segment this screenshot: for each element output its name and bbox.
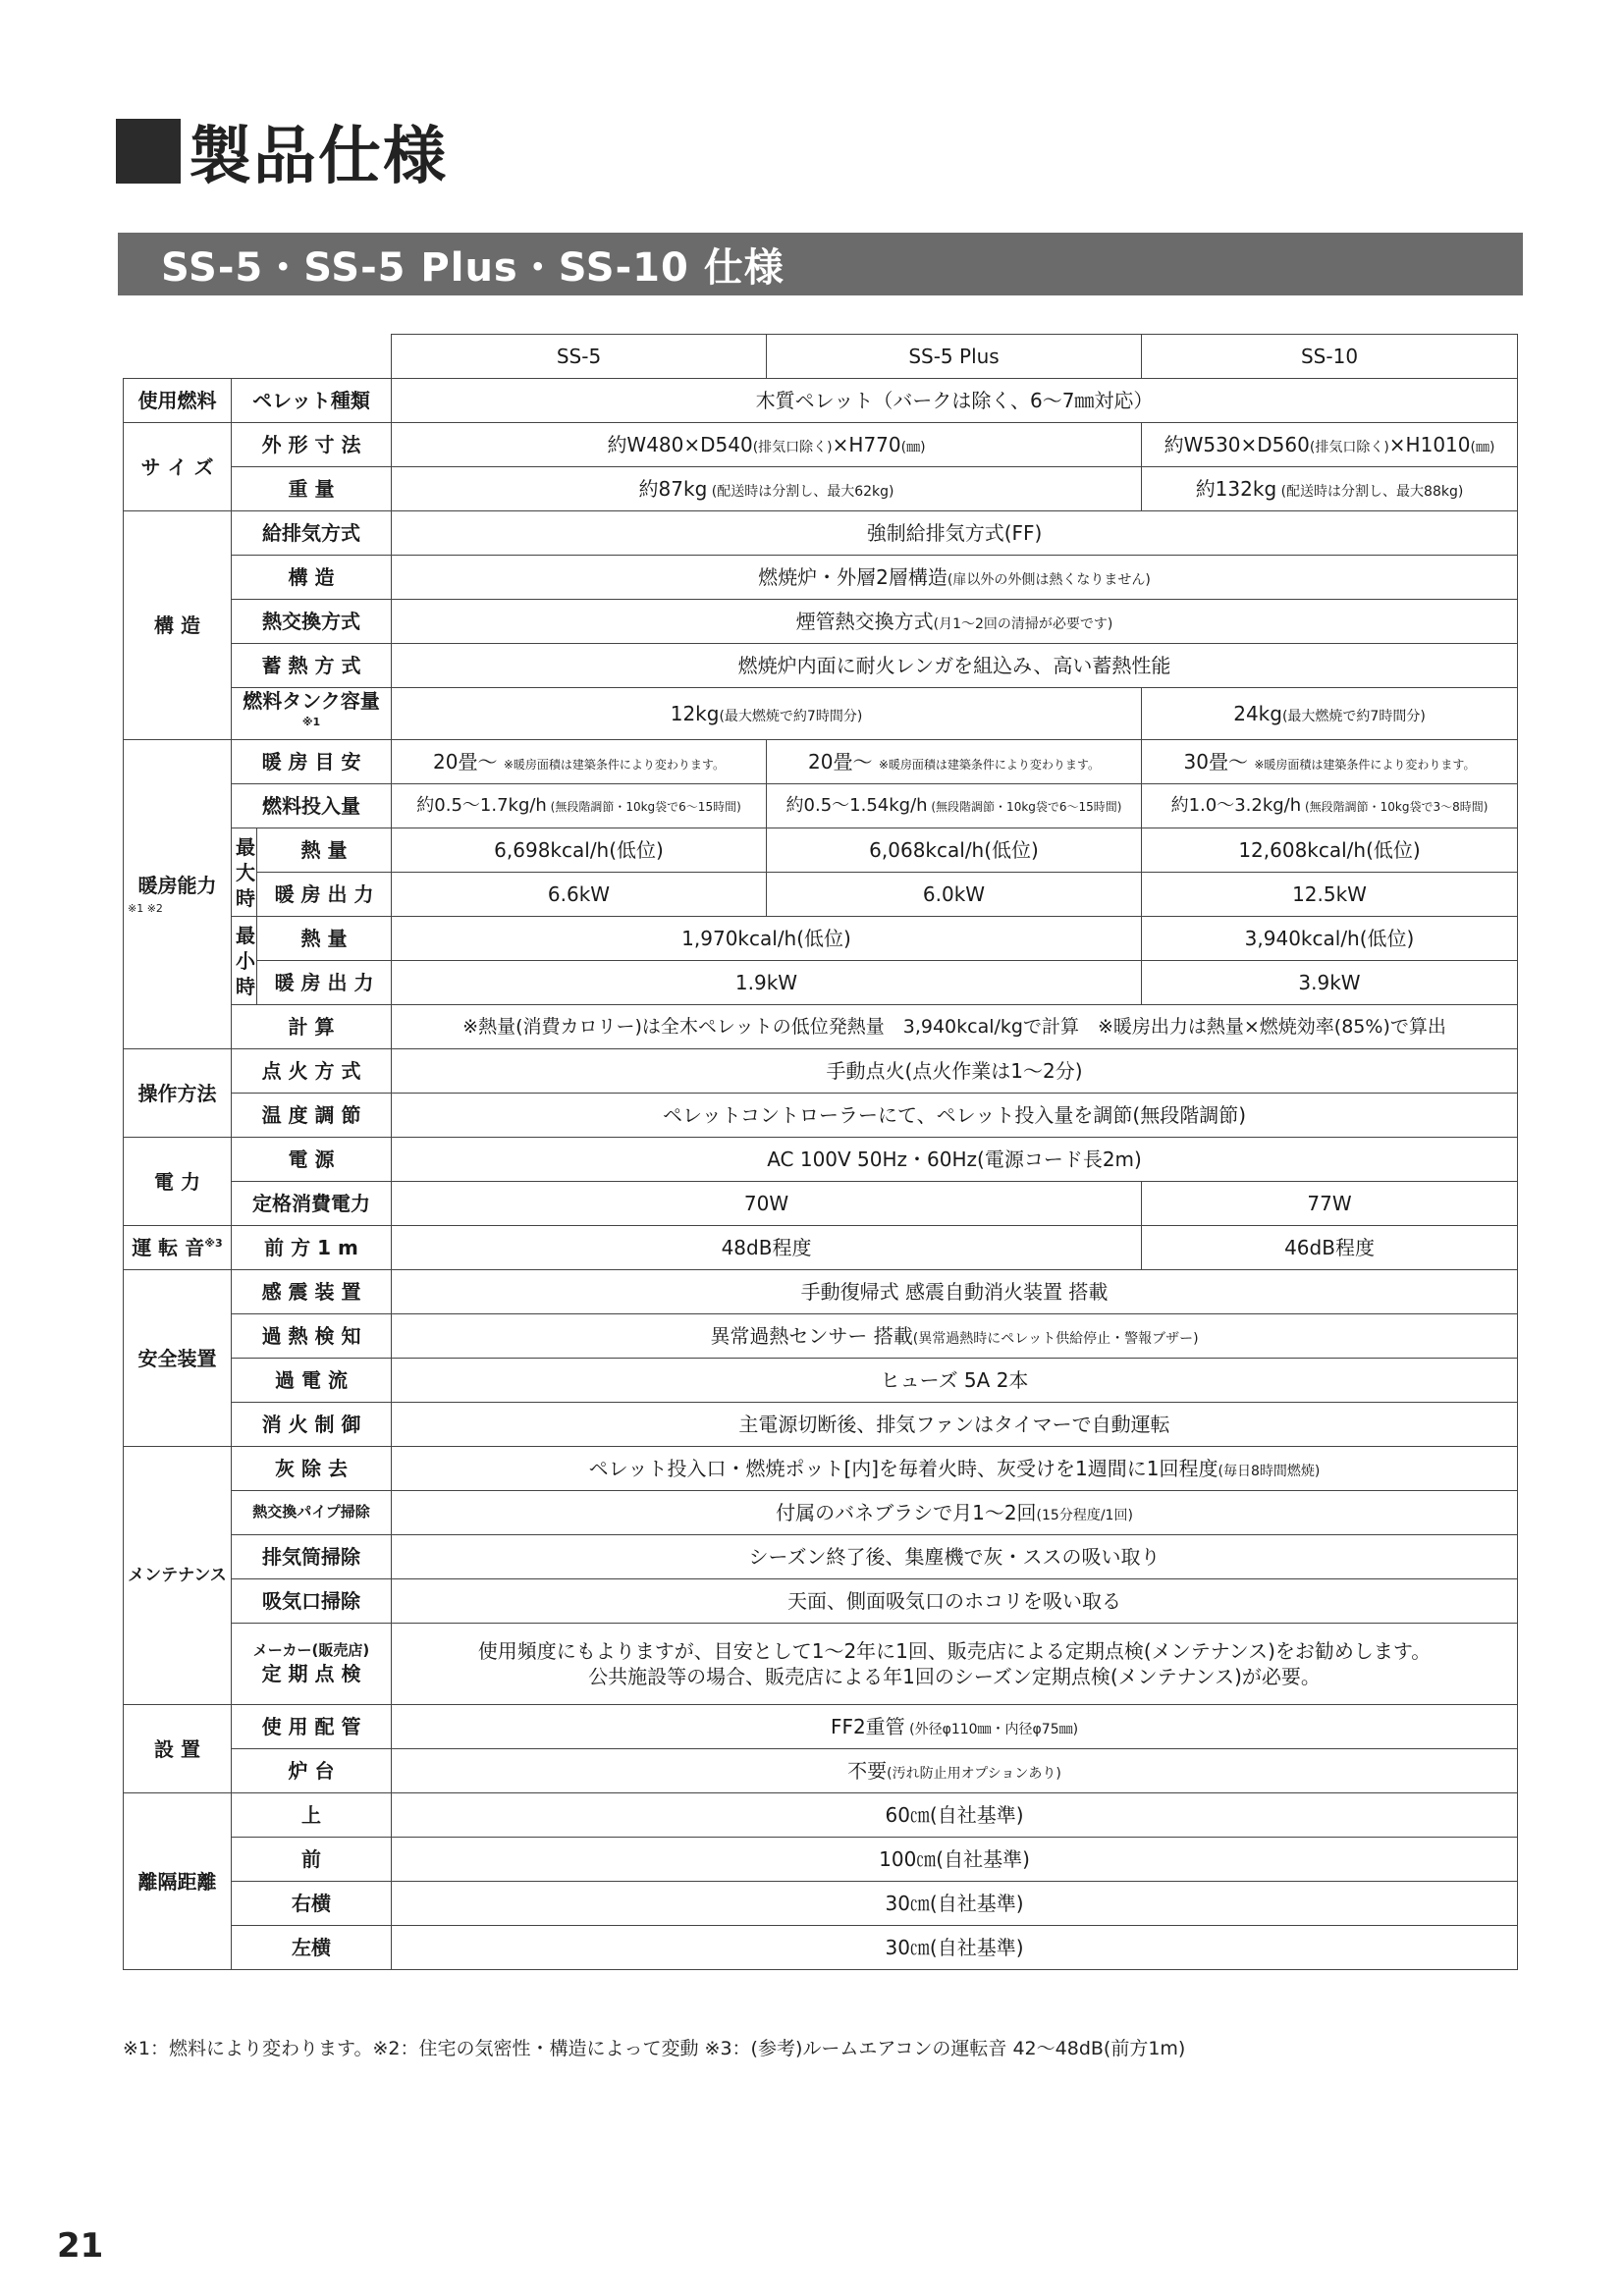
power-source-value: AC 100V 50Hz・60Hz(電源コード長2m) bbox=[392, 1138, 1518, 1182]
row-label-piping: 使 用 配 管 bbox=[232, 1705, 392, 1749]
fire-control-value: 主電源切断後、排気ファンはタイマーで自動運転 bbox=[392, 1403, 1518, 1447]
table-row bbox=[124, 1624, 1518, 1705]
row-label-pipe-cleaning: 熱交換パイプ掃除 bbox=[232, 1491, 392, 1535]
row-label-min-output: 暖 房 出 力 bbox=[257, 961, 392, 1005]
fuel-input-ss10-main: 約1.0〜3.2kg/h bbox=[1170, 795, 1302, 817]
row-label-rated-power: 定格消費電力 bbox=[232, 1182, 392, 1226]
max-output-ss5plus: 6.0kW bbox=[767, 873, 1142, 917]
inspection-label-line2: 定 期 点 検 bbox=[261, 1661, 361, 1685]
table-row bbox=[124, 467, 1518, 511]
max-time-label: 最大時 bbox=[232, 828, 257, 917]
category-noise bbox=[124, 1226, 232, 1270]
pellet-value: 木質ペレット（バークは除く、6〜7㎜対応） bbox=[392, 379, 1518, 423]
fuel-input-ss5plus bbox=[767, 784, 1142, 828]
rated-power-ss5: 70W bbox=[392, 1182, 1142, 1226]
overheat-note: (異常過熱時にペレット供給停止・警報ブザー) bbox=[912, 1331, 1199, 1347]
row-label-fuel-input: 燃料投入量 bbox=[232, 784, 392, 828]
piping-note: (外径φ110㎜・内径φ75㎜) bbox=[904, 1722, 1079, 1737]
dimensions-ss5 bbox=[392, 423, 1142, 467]
pipe-cleaning-note: (15分程度/1回) bbox=[1036, 1508, 1133, 1523]
category-power: 電 力 bbox=[124, 1138, 232, 1226]
structure-main: 燃焼炉・外層2層構造 bbox=[758, 565, 947, 589]
row-label-noise: 前 方 1 m bbox=[232, 1226, 392, 1270]
piping-main: FF2重管 bbox=[830, 1715, 905, 1738]
row-label-clearance-front: 前 bbox=[232, 1838, 392, 1882]
row-label-intake-cleaning: 吸気口掃除 bbox=[232, 1579, 392, 1624]
category-fuel: 使用燃料 bbox=[124, 379, 232, 423]
table-row bbox=[124, 688, 1518, 740]
table-row bbox=[124, 556, 1518, 600]
piping-value bbox=[392, 1705, 1518, 1749]
area-ss10 bbox=[1142, 740, 1518, 784]
row-label-heat-exchange: 熱交換方式 bbox=[232, 600, 392, 644]
row-label-temperature: 温 度 調 節 bbox=[232, 1094, 392, 1138]
title-square-icon bbox=[116, 119, 181, 184]
dimensions-ss10-tail: ×H1010 bbox=[1388, 433, 1471, 456]
area-ss10-note: ※暖房面積は建築条件により変わります。 bbox=[1254, 758, 1476, 772]
dimensions-ss5-tail: ×H770 bbox=[832, 433, 901, 456]
weight-ss10-main: 約132kg bbox=[1195, 477, 1277, 501]
footnote: ※1：燃料により変わります。※2：住宅の気密性・構造によって変動 ※3：(参考)ルームエアコンの運転音 42〜48dB(前方1m) bbox=[123, 2038, 1186, 2059]
area-ss5-note: ※暖房面積は建築条件により変わります。 bbox=[503, 758, 725, 772]
noise-ss5: 48dB程度 bbox=[392, 1226, 1142, 1270]
page-title bbox=[116, 110, 448, 192]
tank-ss5 bbox=[392, 688, 1142, 740]
dimensions-ss10-note: (排気口除く) bbox=[1309, 440, 1389, 455]
table-row bbox=[124, 1535, 1518, 1579]
row-label-heat-storage: 蓄 熱 方 式 bbox=[232, 644, 392, 688]
table-row bbox=[124, 961, 1518, 1005]
spec-table bbox=[123, 334, 1518, 1970]
heat-exchange-main: 煙管熱交換方式 bbox=[795, 610, 934, 633]
row-label-ash: 灰 除 去 bbox=[232, 1447, 392, 1491]
heat-exchange-value bbox=[392, 600, 1518, 644]
heating-cat-note: ※1 ※2 bbox=[128, 901, 163, 915]
clearance-top-value: 60㎝(自社基準) bbox=[392, 1793, 1518, 1838]
max-output-ss5: 6.6kW bbox=[392, 873, 767, 917]
table-row bbox=[124, 1226, 1518, 1270]
category-structure: 構 造 bbox=[124, 511, 232, 740]
heat-storage-value: 燃焼炉内面に耐火レンガを組込み、高い蓄熱性能 bbox=[392, 644, 1518, 688]
max-heat-ss5plus: 6,068kcal/h(低位) bbox=[767, 828, 1142, 873]
clearance-right-value: 30㎝(自社基準) bbox=[392, 1882, 1518, 1926]
table-row bbox=[124, 644, 1518, 688]
overcurrent-value: ヒューズ 5A 2本 bbox=[392, 1359, 1518, 1403]
max-heat-ss10: 12,608kcal/h(低位) bbox=[1142, 828, 1518, 873]
fuel-input-ss5plus-main: 約0.5〜1.54kg/h bbox=[785, 795, 928, 817]
table-row bbox=[124, 1579, 1518, 1624]
row-label-weight: 重 量 bbox=[232, 467, 392, 511]
page-number: 21 bbox=[57, 2226, 104, 2266]
row-label-clearance-right: 右横 bbox=[232, 1882, 392, 1926]
table-row bbox=[124, 1403, 1518, 1447]
row-label-flue-cleaning: 排気筒掃除 bbox=[232, 1535, 392, 1579]
tank-ss10 bbox=[1142, 688, 1518, 740]
weight-ss10-note: (配送時は分割し、最大88kg) bbox=[1276, 484, 1464, 500]
exhaust-value: 強制給排気方式(FF) bbox=[392, 511, 1518, 556]
table-row bbox=[124, 784, 1518, 828]
min-time-label: 最小時 bbox=[232, 917, 257, 1005]
category-clearance: 離隔距離 bbox=[124, 1793, 232, 1970]
pipe-cleaning-main: 付属のバネブラシで月1〜2回 bbox=[776, 1501, 1037, 1524]
table-row bbox=[124, 1447, 1518, 1491]
weight-ss5-note: (配送時は分割し、最大62kg) bbox=[707, 484, 894, 500]
category-heating bbox=[124, 740, 232, 1049]
row-label-min-heat: 熱 量 bbox=[257, 917, 392, 961]
section-title-bar bbox=[118, 233, 1523, 295]
table-row bbox=[124, 379, 1518, 423]
dimensions-ss10 bbox=[1142, 423, 1518, 467]
area-ss5plus-main: 20畳〜 bbox=[808, 750, 873, 774]
area-ss5plus bbox=[767, 740, 1142, 784]
heat-exchange-note: (月1〜2回の清掃が必要です) bbox=[933, 616, 1113, 632]
table-row bbox=[124, 917, 1518, 961]
header-blank bbox=[124, 335, 392, 379]
table-row bbox=[124, 600, 1518, 644]
table-row bbox=[124, 511, 1518, 556]
table-row bbox=[124, 1270, 1518, 1314]
min-output-ss10: 3.9kW bbox=[1142, 961, 1518, 1005]
table-row bbox=[124, 1314, 1518, 1359]
structure-value bbox=[392, 556, 1518, 600]
table-row bbox=[124, 873, 1518, 917]
dimensions-ss5-main: 約W480×D540 bbox=[607, 433, 753, 456]
area-ss5-main: 20畳〜 bbox=[433, 750, 498, 774]
inspection-line2: 公共施設等の場合、販売店による年1回のシーズン定期点検(メンテナンス)が必要。 bbox=[588, 1665, 1321, 1688]
calculation-value: ※熱量(消費カロリー)は全木ペレットの低位発熱量 3,940kcal/kgで計算 ※暖房出力は熱量×燃焼効率(85%)で算出 bbox=[392, 1005, 1518, 1049]
table-row bbox=[124, 1926, 1518, 1970]
category-operation: 操作方法 bbox=[124, 1049, 232, 1138]
table-row bbox=[124, 1705, 1518, 1749]
fuel-input-ss10 bbox=[1142, 784, 1518, 828]
row-label-exhaust: 給排気方式 bbox=[232, 511, 392, 556]
row-label-overheat: 過 熱 検 知 bbox=[232, 1314, 392, 1359]
row-label-seismic: 感 震 装 置 bbox=[232, 1270, 392, 1314]
row-label-tank bbox=[232, 688, 392, 740]
fuel-input-ss5-main: 約0.5〜1.7kg/h bbox=[416, 795, 547, 817]
category-safety: 安全装置 bbox=[124, 1270, 232, 1447]
inspection-label-line1: メーカー(販売店) bbox=[252, 1641, 370, 1660]
fuel-input-ss10-note: (無段階調節・10kg袋で3〜8時間) bbox=[1301, 800, 1489, 815]
clearance-left-value: 30㎝(自社基準) bbox=[392, 1926, 1518, 1970]
table-row bbox=[124, 1838, 1518, 1882]
weight-ss5 bbox=[392, 467, 1142, 511]
row-label-clearance-left: 左横 bbox=[232, 1926, 392, 1970]
row-label-max-output: 暖 房 出 力 bbox=[257, 873, 392, 917]
header-row bbox=[124, 335, 1518, 379]
table-row bbox=[124, 423, 1518, 467]
weight-ss5-main: 約87kg bbox=[638, 477, 708, 501]
row-label-power-source: 電 源 bbox=[232, 1138, 392, 1182]
inspection-value bbox=[392, 1624, 1518, 1705]
dimensions-ss10-unit: (㎜) bbox=[1470, 440, 1495, 455]
ash-note: (毎日8時間燃焼) bbox=[1218, 1464, 1321, 1479]
row-label-clearance-top: 上 bbox=[232, 1793, 392, 1838]
structure-note: (扉以外の外側は熱くなりません) bbox=[947, 572, 1151, 588]
tank-label-text: 燃料タンク容量 bbox=[243, 689, 380, 713]
hearth-main: 不要 bbox=[847, 1759, 888, 1783]
section-title: SS-5・SS-5 Plus・SS-10 仕様 bbox=[161, 244, 785, 291]
column-header-ss5plus: SS-5 Plus bbox=[767, 335, 1142, 379]
ignition-value: 手動点火(点火作業は1〜2分) bbox=[392, 1049, 1518, 1094]
row-label-calculation: 計 算 bbox=[232, 1005, 392, 1049]
table-row bbox=[124, 740, 1518, 784]
dimensions-ss5-note: (排気口除く) bbox=[752, 440, 833, 455]
table-row bbox=[124, 1749, 1518, 1793]
area-ss10-main: 30畳〜 bbox=[1183, 750, 1248, 774]
column-header-ss5: SS-5 bbox=[392, 335, 767, 379]
category-maintenance: メンテナンス bbox=[124, 1447, 232, 1705]
ash-value bbox=[392, 1447, 1518, 1491]
row-label-hearth: 炉 台 bbox=[232, 1749, 392, 1793]
table-row bbox=[124, 1491, 1518, 1535]
tank-footnote-mark: ※1 bbox=[301, 716, 321, 728]
noise-ss10: 46dB程度 bbox=[1142, 1226, 1518, 1270]
row-label-fire-control: 消 火 制 御 bbox=[232, 1403, 392, 1447]
tank-ss10-main: 24kg bbox=[1233, 702, 1282, 725]
page-title-text: 製品仕様 bbox=[189, 121, 448, 193]
table-row bbox=[124, 1359, 1518, 1403]
overheat-value bbox=[392, 1314, 1518, 1359]
row-label-inspection bbox=[232, 1624, 392, 1705]
min-output-ss5: 1.9kW bbox=[392, 961, 1142, 1005]
ash-main: ペレット投入口・燃焼ポット[内]を毎着火時、灰受けを1週間に1回程度 bbox=[588, 1457, 1218, 1480]
temperature-value: ペレットコントローラーにて、ペレット投入量を調節(無段階調節) bbox=[392, 1094, 1518, 1138]
fuel-input-ss5-note: (無段階調節・10kg袋で6〜15時間) bbox=[546, 800, 741, 815]
row-label-dimensions: 外 形 寸 法 bbox=[232, 423, 392, 467]
area-ss5 bbox=[392, 740, 767, 784]
tank-ss5-main: 12kg bbox=[670, 702, 720, 725]
noise-footnote-mark: ※3 bbox=[204, 1237, 223, 1250]
min-heat-ss5: 1,970kcal/h(低位) bbox=[392, 917, 1142, 961]
clearance-front-value: 100㎝(自社基準) bbox=[392, 1838, 1518, 1882]
rated-power-ss10: 77W bbox=[1142, 1182, 1518, 1226]
max-heat-ss5: 6,698kcal/h(低位) bbox=[392, 828, 767, 873]
category-size: サ イ ズ bbox=[124, 423, 232, 511]
table-row bbox=[124, 1793, 1518, 1838]
fuel-input-ss5 bbox=[392, 784, 767, 828]
table-row bbox=[124, 1094, 1518, 1138]
tank-ss5-note: (最大燃焼で約7時間分) bbox=[719, 709, 863, 724]
row-label-pellet: ペレット種類 bbox=[232, 379, 392, 423]
table-row bbox=[124, 1182, 1518, 1226]
table-row bbox=[124, 1138, 1518, 1182]
row-label-max-heat: 熱 量 bbox=[257, 828, 392, 873]
row-label-structure: 構 造 bbox=[232, 556, 392, 600]
column-header-ss10: SS-10 bbox=[1142, 335, 1518, 379]
overheat-main: 異常過熱センサー 搭載 bbox=[710, 1324, 913, 1348]
row-label-ignition: 点 火 方 式 bbox=[232, 1049, 392, 1094]
table-row bbox=[124, 1005, 1518, 1049]
inspection-line1: 使用頻度にもよりますが、目安として1〜2年に1回、販売店による定期点検(メンテナンス)をお勧めします。 bbox=[477, 1639, 1432, 1663]
dimensions-ss10-main: 約W530×D560 bbox=[1164, 433, 1310, 456]
intake-cleaning-value: 天面、側面吸気口のホコリを吸い取る bbox=[392, 1579, 1518, 1624]
fuel-input-ss5plus-note: (無段階調節・10kg袋で6〜15時間) bbox=[927, 800, 1122, 815]
row-label-area: 暖 房 目 安 bbox=[232, 740, 392, 784]
min-heat-ss10: 3,940kcal/h(低位) bbox=[1142, 917, 1518, 961]
pipe-cleaning-value bbox=[392, 1491, 1518, 1535]
table-row bbox=[124, 828, 1518, 873]
table-row bbox=[124, 1049, 1518, 1094]
noise-cat-text: 運 転 音 bbox=[132, 1236, 205, 1259]
dimensions-ss5-unit: (㎜) bbox=[900, 440, 926, 455]
tank-ss10-note: (最大燃焼で約7時間分) bbox=[1281, 709, 1426, 724]
table-row bbox=[124, 1882, 1518, 1926]
category-install: 設 置 bbox=[124, 1705, 232, 1793]
hearth-note: (汚れ防止用オプションあり) bbox=[887, 1766, 1061, 1782]
max-output-ss10: 12.5kW bbox=[1142, 873, 1518, 917]
hearth-value bbox=[392, 1749, 1518, 1793]
flue-cleaning-value: シーズン終了後、集塵機で灰・ススの吸い取り bbox=[392, 1535, 1518, 1579]
row-label-overcurrent: 過 電 流 bbox=[232, 1359, 392, 1403]
heating-cat-text: 暖房能力 bbox=[137, 873, 217, 897]
weight-ss10 bbox=[1142, 467, 1518, 511]
area-ss5plus-note: ※暖房面積は建築条件により変わります。 bbox=[878, 758, 1100, 772]
seismic-value: 手動復帰式 感震自動消火装置 搭載 bbox=[392, 1270, 1518, 1314]
